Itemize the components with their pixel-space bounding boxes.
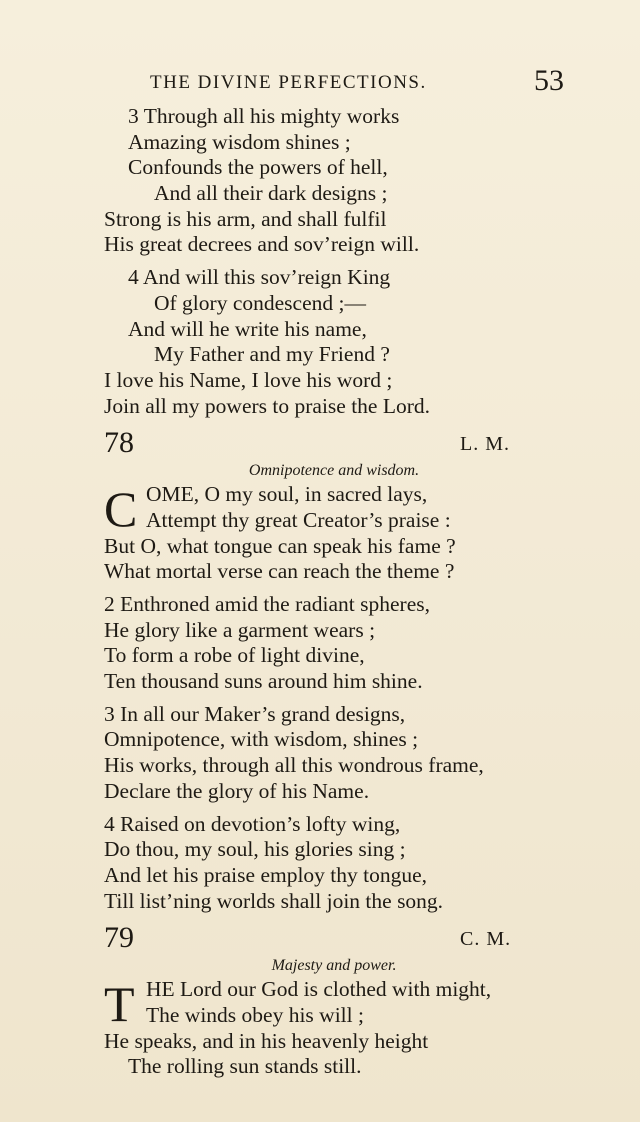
hymn-78-stanza-3: [104, 702, 544, 805]
hymn-78-stanza-1: [104, 482, 544, 585]
running-head: [0, 64, 640, 100]
hymn-meter: C. M.: [460, 928, 512, 951]
verse-line: 3 Through all his mighty works: [128, 104, 400, 128]
verse-line: Attempt thy great Creator’s praise :: [146, 507, 451, 532]
running-title: THE DIVINE PERFECTIONS.: [150, 72, 427, 93]
verse-line: He glory like a garment wears ;: [104, 617, 376, 642]
hymn-number: 78: [104, 426, 134, 460]
verse-line: Join all my powers to praise the Lord.: [104, 393, 431, 418]
verse-line: And all their dark designs ;: [154, 181, 388, 206]
verse-line: What mortal verse can reach the theme ?: [104, 559, 455, 584]
verse-line: His great decrees and sov’reign will.: [104, 232, 420, 257]
verse-line: The rolling sun stands still.: [128, 1054, 362, 1079]
verse-line: Strong is his arm, and shall fulfil: [104, 206, 387, 231]
verse-line: Confounds the powers of hell,: [128, 155, 388, 180]
verse-line: 4 And will this sov’reign King: [128, 265, 391, 290]
hymn-78-stanza-2: [104, 592, 544, 695]
verse-line: OME, O my soul, in sacred lays,: [146, 482, 428, 507]
verse-line: Ten thousand suns around him shine.: [104, 669, 423, 694]
verse-line: Till list’ning worlds shall join the song.: [104, 888, 444, 913]
verse-line: And will he write his name,: [128, 316, 367, 341]
hymn-number: 79: [104, 921, 134, 955]
verse-line: To form a robe of light divine,: [104, 643, 365, 668]
verse-line: And let his praise employ thy tongue,: [104, 862, 428, 887]
hymn-meter: L. M.: [460, 433, 510, 456]
drop-cap: C: [104, 481, 138, 538]
verse-line: He speaks, and in his heavenly height: [104, 1028, 429, 1053]
verse-line: Declare the glory of his Name.: [104, 778, 370, 803]
verse-line: 4 Raised on devotion’s lofty wing,: [104, 811, 401, 836]
hymn-subtitle: Majesty and power.: [271, 957, 397, 975]
verse-line: Of glory condescend ;—: [154, 290, 366, 315]
verse-line: HE Lord our God is clothed with might,: [146, 977, 492, 1002]
hymn-subtitle: Omnipotence and wisdom.: [248, 462, 420, 480]
hymn-78-stanza-4: [104, 812, 544, 915]
verse-line: His works, through all this wondrous frame,: [104, 753, 484, 778]
drop-cap: T: [104, 976, 135, 1033]
verse-line: The winds obey his will ;: [146, 1002, 364, 1027]
verse-line: But O, what tongue can speak his fame ?: [104, 533, 456, 558]
verse-line: Do thou, my soul, his glories sing ;: [104, 837, 406, 862]
hymn-79-stanza-1: [104, 977, 544, 1080]
verse-line: 2 Enthroned amid the radiant spheres,: [104, 592, 430, 616]
stanza-continued-4: [104, 265, 544, 419]
page-text: [104, 104, 544, 1087]
verse-line: Amazing wisdom shines ;: [128, 129, 351, 154]
verse-line: My Father and my Friend ?: [154, 342, 390, 367]
verse-line: 3 In all our Maker’s grand designs,: [104, 701, 406, 726]
stanza-continued-3: [104, 104, 544, 258]
page-number: 53: [534, 64, 564, 97]
hymn-78-header: [104, 426, 544, 460]
verse-line: Omnipotence, with wisdom, shines ;: [104, 727, 419, 752]
verse-line: I love his Name, I love his word ;: [104, 367, 393, 392]
hymn-79-header: [104, 921, 544, 955]
